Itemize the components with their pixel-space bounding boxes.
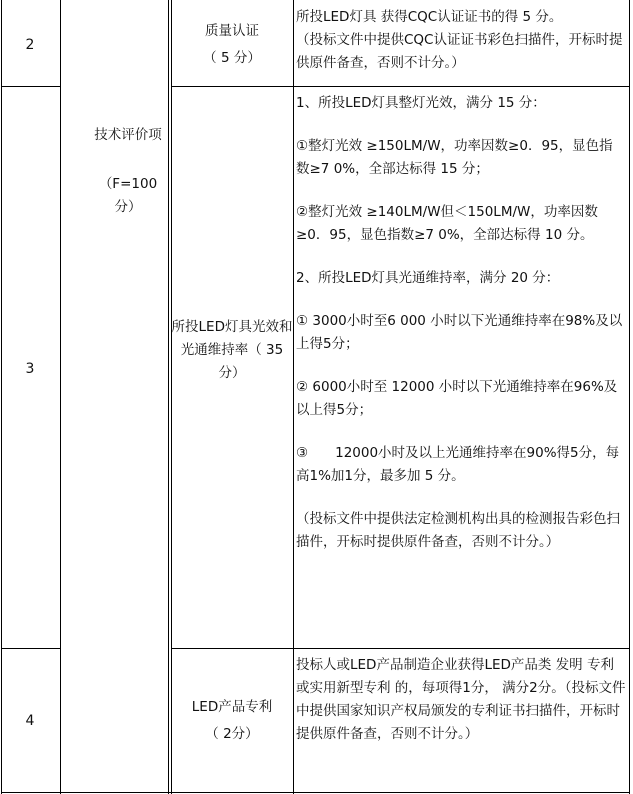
desc-paragraph: （投标文件中提供CQC认证证书彩色扫描件，开标时提供原件备查，否则不计分。）: [296, 32, 623, 71]
row-number: 3: [25, 361, 35, 377]
criterion-cell: [171, 20, 293, 70]
table-divider: [171, 86, 629, 87]
criterion-cell: [171, 316, 293, 385]
criterion-score: （ 5 分）: [203, 50, 261, 66]
desc-paragraph: ① 3000小时至6 000 小时以下光通维持率在98%及以上得5分；: [296, 313, 623, 352]
desc-paragraph: 投标人或LED产品制造企业获得LED产品类 发明 专利 或实用新型专利 的，每项得1分， 满分2分。（投标文件中提供国家知识产权局颁发的专利证书扫描件，开标时提供原件备查，否则不计分。）: [296, 657, 626, 742]
table-border-left: [1, 0, 2, 794]
desc-paragraph: 所投LED灯具 获得CQC认证证书的得 5 分。: [296, 9, 563, 25]
category-score: （F=100分）: [98, 176, 158, 215]
table-divider: [171, 648, 629, 649]
table-divider: [60, 0, 61, 794]
table-border-bottom: [1, 792, 629, 793]
criterion-cell: [171, 696, 293, 746]
desc-paragraph: 2、所投LED灯具光通维持率，满分 20 分：: [296, 270, 560, 286]
desc-paragraph: ①整灯光效 ≥150LM/W，功率因数≥0．95，显色指数≥7 0%，全部达标得 15 分；: [296, 138, 613, 177]
row-number: 2: [25, 37, 35, 53]
desc-paragraph: ② 6000小时至 12000 小时以下光通维持率在96%及以上得5分；: [296, 379, 618, 418]
row-number: 4: [25, 713, 35, 729]
desc-paragraph: ②整灯光效 ≥140LM/W但＜150LM/W，功率因数≥0．95，显色指数≥7 0%，全部达标得 10 分。: [296, 204, 598, 243]
description-cell: [296, 92, 626, 554]
table-divider: [1, 86, 60, 87]
table-divider: [293, 0, 294, 794]
desc-paragraph: ③ 12000小时及以上光通维持率在90%得5分，每高1%加1分，最多加 5 分。: [296, 445, 620, 484]
description-cell: [296, 654, 626, 746]
criterion-score: （ 2分）: [205, 726, 259, 742]
description-cell: [296, 6, 626, 75]
table-divider: [1, 648, 60, 649]
criterion-title: 所投LED灯具光效和光通维持率（ 35 分）: [171, 319, 293, 381]
category-title: 技术评价项: [94, 127, 162, 143]
table-border-right: [629, 0, 630, 794]
desc-paragraph: （投标文件中提供法定检测机构出具的检测报告彩色扫描件，开标时提供原件备查，否则不计分。）: [296, 511, 620, 550]
criterion-title: 质量认证: [205, 23, 259, 39]
table-divider: [168, 0, 169, 794]
desc-paragraph: 1、所投LED灯具整灯光效，满分 15 分：: [296, 95, 546, 111]
category-cell: [90, 124, 166, 219]
table-divider: [171, 0, 172, 794]
criterion-title: LED产品专利: [191, 699, 273, 715]
